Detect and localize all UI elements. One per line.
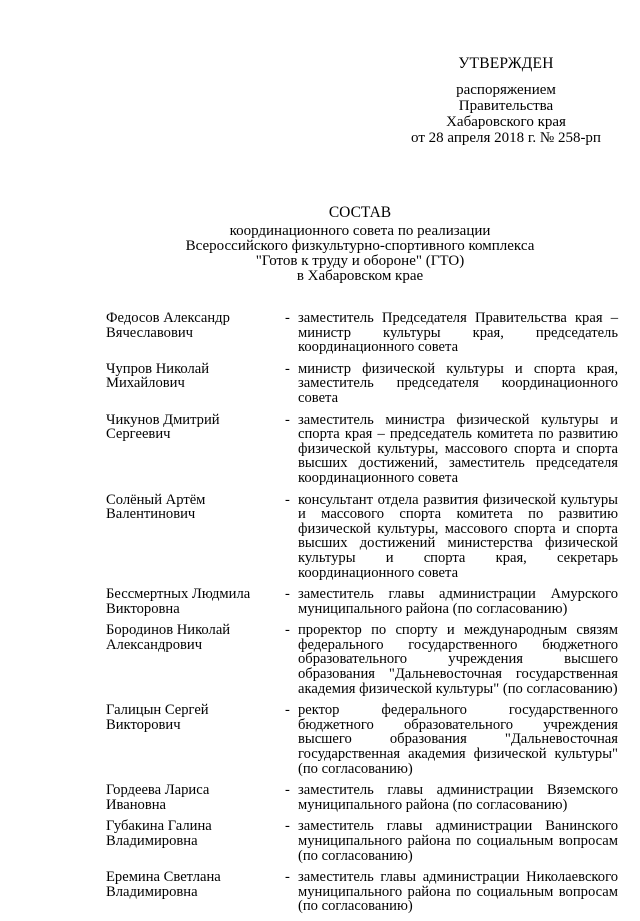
member-patronymic: Владимировна bbox=[106, 883, 198, 900]
member-row bbox=[106, 413, 618, 486]
member-row bbox=[106, 703, 618, 776]
member-patronymic: Александрович bbox=[106, 636, 203, 653]
dash-separator: - bbox=[285, 586, 290, 603]
member-role: консультант отдела развития физической культуры и массового спорта комитета по развитию физической культуры, массового спорта и спорта высших достижений министерства физической культуры и спорта края, секретарь координационного совета bbox=[298, 491, 618, 581]
member-surname: Галицын Сергей bbox=[106, 702, 209, 719]
approval-line: Хабаровского края bbox=[446, 114, 566, 130]
title-line: Всероссийского физкультурно-спортивного комплекса bbox=[185, 238, 535, 254]
member-patronymic: Сергеевич bbox=[106, 426, 171, 443]
dash-separator: - bbox=[285, 491, 290, 508]
member-role: министр физической культуры и спорта края, заместитель председателя координационного совета bbox=[298, 360, 618, 406]
member-role: заместитель главы администрации Вяземского муниципального района (по согласованию) bbox=[298, 782, 618, 813]
member-row bbox=[106, 819, 618, 863]
member-role: заместитель главы администрации Амурского муниципального района (по согласованию) bbox=[298, 586, 618, 617]
member-name bbox=[106, 819, 285, 863]
dash-separator: - bbox=[285, 782, 290, 799]
member-surname: Бородинов Николай bbox=[106, 622, 231, 639]
member-name bbox=[106, 311, 285, 355]
title-heading: СОСТАВ bbox=[328, 204, 392, 221]
member-patronymic: Михайлович bbox=[106, 375, 185, 392]
member-surname: Солёный Артём bbox=[106, 491, 206, 508]
member-row bbox=[106, 493, 618, 581]
approval-word: УТВЕРЖДЕН bbox=[458, 55, 554, 72]
approval-date: от 28 апреля 2018 г. № 258-рп bbox=[411, 130, 601, 146]
dash-separator: - bbox=[285, 818, 290, 835]
approval-stamp bbox=[396, 56, 616, 146]
member-patronymic: Вячеславович bbox=[106, 324, 193, 341]
title-line: "Готов к труду и обороне" (ГТО) bbox=[255, 253, 465, 269]
member-row bbox=[106, 870, 618, 914]
member-surname: Федосов Александр bbox=[106, 310, 230, 326]
member-role: заместитель министра физической культуры и спорта края – председатель комитета по развитию физической культуры, массового спорта и спорта высших достижений, заместитель председателя координационного совета bbox=[298, 411, 618, 486]
member-name bbox=[106, 870, 285, 914]
member-name bbox=[106, 783, 285, 812]
dash-separator: - bbox=[285, 869, 290, 886]
member-row bbox=[106, 623, 618, 696]
member-role: проректор по спорту и международным связям федерального государственного бюджетного образовательного учреждения высшего образования "Дальневосточная государственная академия физической культуры" (по согласованию) bbox=[298, 622, 618, 697]
member-list bbox=[106, 311, 618, 921]
member-role: заместитель Председателя Правительства края – министр культуры края, председатель координационного совета bbox=[298, 310, 618, 356]
member-row bbox=[106, 587, 618, 616]
dash-separator: - bbox=[285, 622, 290, 639]
member-surname: Гордеева Лариса bbox=[106, 782, 210, 799]
member-row bbox=[106, 783, 618, 812]
dash-separator: - bbox=[285, 411, 290, 428]
member-patronymic: Валентинович bbox=[106, 506, 196, 523]
member-surname: Еремина Светлана bbox=[106, 869, 221, 886]
member-row bbox=[106, 362, 618, 406]
member-patronymic: Викторович bbox=[106, 716, 181, 733]
member-name bbox=[106, 623, 285, 696]
dash-separator: - bbox=[285, 360, 290, 377]
member-surname: Чикунов Дмитрий bbox=[106, 411, 220, 428]
title-line: в Хабаровском крае bbox=[296, 268, 424, 284]
member-role: заместитель главы администрации Ванинского муниципального района по социальным вопросам (по согласованию) bbox=[298, 818, 618, 864]
member-name bbox=[106, 362, 285, 406]
member-surname: Чупров Николай bbox=[106, 360, 210, 377]
member-surname: Губакина Галина bbox=[106, 818, 212, 835]
member-role: заместитель главы администрации Николаевского муниципального района по социальным вопросам (по согласованию) bbox=[298, 869, 618, 915]
approval-line: Правительства bbox=[458, 98, 554, 114]
member-name bbox=[106, 413, 285, 486]
member-name bbox=[106, 587, 285, 616]
dash-separator: - bbox=[285, 702, 290, 719]
member-patronymic: Ивановна bbox=[106, 796, 166, 813]
member-role: ректор федерального государственного бюджетного образовательного учреждения высшего образования "Дальневосточная государственная академия физической культуры" (по согласованию) bbox=[298, 702, 618, 777]
dash-separator: - bbox=[285, 310, 290, 326]
member-row bbox=[106, 311, 618, 355]
member-surname: Бессмертных Людмила bbox=[106, 586, 251, 603]
title-line: координационного совета по реализации bbox=[229, 223, 491, 239]
member-patronymic: Викторовна bbox=[106, 600, 180, 617]
member-name bbox=[106, 703, 285, 776]
approval-line: распоряжением bbox=[456, 82, 556, 98]
document-title bbox=[150, 205, 570, 284]
member-name bbox=[106, 493, 285, 581]
member-patronymic: Владимировна bbox=[106, 833, 198, 849]
